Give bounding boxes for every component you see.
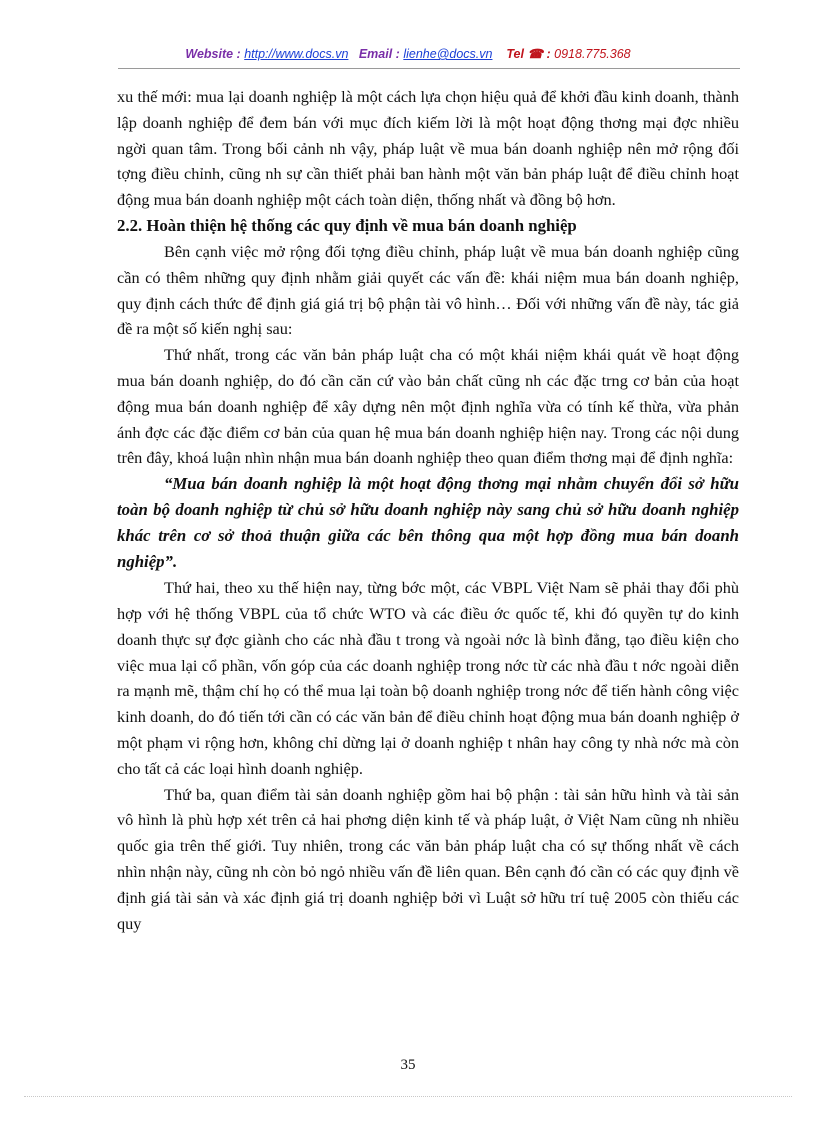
website-link[interactable]: http://www.docs.vn (244, 47, 349, 61)
document-body (117, 84, 739, 936)
definition-quote: “Mua bán doanh nghiệp là một hoạt động thơng mại nhằm chuyển đổi sở hữu toàn bộ doanh nghiệp từ chủ sở hữu doanh nghiệp này sang chủ sở hữu doanh nghiệp khác trên cơ sở thoả thuận giữa các bên thông qua một hợp đồng mua bán doanh nghiệp”. (117, 474, 739, 572)
header-divider (118, 68, 740, 69)
paragraph-1: xu thế mới: mua lại doanh nghiệp là một cách lựa chọn hiệu quả để khởi đầu kinh doanh, thành lập doanh nghiệp để đem bán với mục đích kiếm lời là một hoạt động thơng mại đợc nhiều ngời quan tâm. Trong bối cảnh nh vậy, pháp luật về mua bán doanh nghiệp nên mở rộng đối tợng điều chỉnh, cũng nh sự cần thiết phải ban hành một văn bản pháp luật để điều chỉnh hoạt động mua bán doanh nghiệp một cách toàn diện, thống nhất và đồng bộ hơn. (117, 87, 739, 210)
tel-number: 0918.775.368 (554, 47, 631, 61)
website-label: Website : (185, 47, 241, 61)
email-label: Email : (358, 47, 400, 61)
page-number: 35 (400, 1057, 416, 1073)
section-heading: 2.2. Hoàn thiện hệ thống các quy định về mua bán doanh nghiệp (117, 215, 577, 235)
page-header (0, 46, 816, 61)
paragraph-5: Thứ ba, quan điểm tài sản doanh nghiệp gồm hai bộ phận : tài sản hữu hình và tài sản vô hình là phù hợp xét trên cả hai phơng diện kinh tế và pháp luật, ở Việt Nam cũng nh nhiều quốc gia trên thế giới. Tuy nhiên, trong các văn bản pháp luật cha có sự thống nhất về cách nhìn nhận này, cũng nh còn bỏ ngỏ nhiều vấn đề liên quan. Bên cạnh đó cần có các quy định về định giá tài sản và xác định giá trị doanh nghiệp bởi vì Luật sở hữu trí tuệ 2005 còn thiếu các quy (117, 784, 739, 933)
footer-divider (24, 1096, 792, 1097)
paragraph-3: Thứ nhất, trong các văn bản pháp luật cha có một khái niệm khái quát về hoạt động mua bán doanh nghiệp, do đó cần căn cứ vào bản chất cũng nh các đặc trng cơ bản của hoạt động mua bán doanh nghiệp để xây dựng nên một định nghĩa vừa có tính kế thừa, vừa phản ánh đợc các đặc điểm cơ bản của quan hệ mua bán doanh nghiệp hiện nay. Trong các nội dung trên đây, khoá luận nhìn nhận mua bán doanh nghiệp theo quan điểm thơng mại để định nghĩa: (117, 345, 739, 468)
email-link[interactable]: lienhe@docs.vn (403, 47, 493, 61)
paragraph-2: Bên cạnh việc mở rộng đối tợng điều chỉnh, pháp luật về mua bán doanh nghiệp cũng cần có thêm những quy định nhằm giải quyết các vấn đề: khái niệm mua bán doanh nghiệp, quy định cách thức để định giá giá trị bộ phận tài vô hình… Đối với những vấn đề này, tác giả đề ra một số kiến nghị sau: (117, 241, 739, 339)
tel-label: Tel ☎ : (506, 47, 551, 61)
paragraph-4: Thứ hai, theo xu thế hiện nay, từng bớc một, các VBPL Việt Nam sẽ phải thay đổi phù hợp với hệ thống VBPL của tổ chức WTO và các điều ớc quốc tế, khi đó quyền tự do kinh doanh thực sự đợc giành cho các nhà đầu t trong và ngoài nớc là bình đẳng, tạo điều kiện cho việc mua lại cổ phần, vốn góp của các doanh nghiệp trong nớc từ các nhà đầu t nớc ngoài diễn ra mạnh mẽ, thậm chí họ có thể mua lại toàn bộ doanh nghiệp trong nớc để tiến hành công việc kinh doanh, do đó tiến tới cần có các văn bản để điều chỉnh hoạt động mua bán doanh nghiệp ở một phạm vi rộng hơn, không chỉ dừng lại ở doanh nghiệp t nhân hay công ty nhà nớc mà còn cho tất cả các loại hình doanh nghiệp. (117, 578, 739, 778)
